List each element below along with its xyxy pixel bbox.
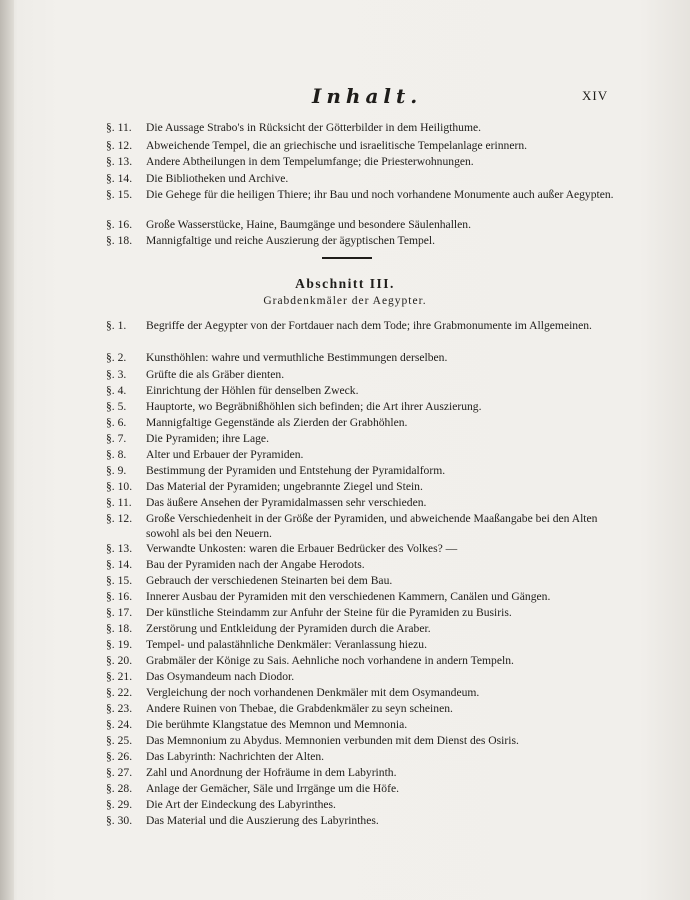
entry-number: §. 9.	[106, 464, 127, 477]
page-title: Inhalt.	[312, 84, 423, 108]
entry-text: Hauptorte, wo Begräbnißhöhlen sich befinden; die Art ihrer Auszierung.	[146, 400, 482, 413]
entry-text: Das Memnonium zu Abydus. Memnonien verbunden mit dem Dienst des Osiris.	[146, 734, 519, 747]
entry-number: §. 11.	[106, 496, 132, 509]
entry-text: Die Aussage Strabo's in Rücksicht der Götterbilder in dem Heiligthume.	[146, 121, 482, 134]
toc-entry	[106, 351, 616, 366]
entry-text: Gebrauch der verschiedenen Steinarten bei dem Bau.	[146, 574, 393, 587]
entry-text: Innerer Ausbau der Pyramiden mit den verschiedenen Kammern, Canälen und Gängen.	[146, 590, 551, 603]
toc-entry	[106, 798, 616, 813]
toc-entry	[106, 638, 616, 653]
entry-number: §. 30.	[106, 814, 133, 827]
toc-entry	[106, 622, 616, 637]
toc-entry	[106, 606, 616, 621]
entry-text: Große Wasserstücke, Haine, Baumgänge und besondere Säulenhallen.	[146, 218, 471, 231]
entry-text: Das Material der Pyramiden; ungebrannte Ziegel und Stein.	[146, 480, 423, 493]
toc-entry	[106, 654, 616, 669]
entry-text: Vergleichung der noch vorhandenen Denkmäler mit dem Osymandeum.	[146, 686, 480, 699]
toc-entry	[106, 448, 616, 463]
entry-number: §. 20.	[106, 654, 133, 667]
toc-entry	[106, 670, 616, 685]
toc-entry	[106, 686, 616, 701]
entry-text: Die berühmte Klangstatue des Memnon und Memnonia.	[146, 718, 408, 731]
entry-number: §. 14.	[106, 172, 133, 185]
toc-entry	[106, 512, 616, 541]
entry-number: §. 29.	[106, 798, 133, 811]
section-subheading: Grabdenkmäler der Aegypter.	[263, 295, 427, 307]
toc-entry	[106, 702, 616, 717]
toc-entry	[106, 368, 616, 383]
entry-text: Mannigfaltige und reiche Auszierung der ägyptischen Tempel.	[146, 234, 436, 247]
toc-entry	[106, 234, 616, 249]
entry-number: §. 3.	[106, 368, 127, 381]
entry-text: Kunsthöhlen: wahre und vermuthliche Bestimmungen derselben.	[146, 351, 448, 364]
entry-text: Andere Abtheilungen in dem Tempelumfange; die Priesterwohnungen.	[146, 155, 474, 168]
entry-text: Das Labyrinth: Nachrichten der Alten.	[146, 750, 325, 763]
entry-text: Der künstliche Steindamm zur Anfuhr der Steine für die Pyramiden zu Busiris.	[146, 606, 512, 619]
entry-number: §. 27.	[106, 766, 133, 779]
entry-number: §. 15.	[106, 574, 133, 587]
entry-text: Tempel- und palastähnliche Denkmäler: Veranlassung hiezu.	[146, 638, 427, 651]
entry-number: §. 4.	[106, 384, 127, 397]
entry-number: §. 18.	[106, 234, 133, 247]
toc-entry	[106, 542, 616, 557]
entry-text: Grüfte die als Gräber dienten.	[146, 368, 285, 381]
entry-number: §. 22.	[106, 686, 133, 699]
entry-number: §. 28.	[106, 782, 133, 795]
entry-text: Die Art der Eindeckung des Labyrinthes.	[146, 798, 336, 811]
entry-number: §. 18.	[106, 622, 133, 635]
toc-entry	[106, 718, 616, 733]
entry-number: §. 5.	[106, 400, 127, 413]
entry-text: Die Bibliotheken und Archive.	[146, 172, 289, 185]
entry-number: §. 13.	[106, 542, 133, 555]
page-number: XIV	[582, 88, 609, 103]
entry-number: §. 14.	[106, 558, 133, 571]
entry-text: Einrichtung der Höhlen für denselben Zweck.	[146, 384, 359, 397]
section-divider	[322, 257, 372, 259]
toc-entry	[106, 218, 616, 233]
toc-entry	[106, 750, 616, 765]
toc-entry	[106, 172, 616, 187]
toc-entry	[106, 464, 616, 479]
entry-number: §. 16.	[106, 218, 133, 231]
entry-text: Das Osymandeum nach Diodor.	[146, 670, 295, 683]
entry-number: §. 24.	[106, 718, 133, 731]
toc-entry	[106, 574, 616, 589]
toc-entry	[106, 480, 616, 495]
toc-entry	[106, 782, 616, 797]
section-heading: Abschnitt III.	[295, 276, 395, 291]
toc-entry	[106, 558, 616, 573]
toc-entry	[106, 319, 616, 334]
entry-number: §. 7.	[106, 432, 127, 445]
entry-number: §. 8.	[106, 448, 127, 461]
entry-number: §. 13.	[106, 155, 133, 168]
entry-number: §. 25.	[106, 734, 133, 747]
toc-entry	[106, 590, 616, 605]
toc-entry	[106, 188, 616, 203]
toc-entry	[106, 432, 616, 447]
toc-entry	[106, 496, 616, 511]
entry-number: §. 17.	[106, 606, 133, 619]
entry-text: Zerstörung und Entkleidung der Pyramiden durch die Araber.	[146, 622, 431, 635]
entry-text: Die Pyramiden; ihre Lage.	[146, 432, 269, 445]
toc-entry	[106, 139, 616, 154]
entry-number: §. 16.	[106, 590, 133, 603]
toc-entry	[106, 121, 616, 136]
entry-number: §. 19.	[106, 638, 133, 651]
toc-entry	[106, 384, 616, 399]
entry-number: §. 15.	[106, 188, 133, 201]
entry-number: §. 12.	[106, 139, 133, 152]
entry-text: Bestimmung der Pyramiden und Entstehung der Pyramidalform.	[146, 464, 446, 477]
entry-text: Anlage der Gemächer, Säle und Irrgänge um die Höfe.	[146, 782, 399, 795]
entry-text: Das Material und die Auszierung des Labyrinthes.	[146, 814, 379, 827]
entry-number: §. 26.	[106, 750, 133, 763]
page-header	[0, 84, 690, 114]
entry-text: Große Verschiedenheit in der Größe der Pyramiden, und abweichende Maaßangabe bei den Alten sowohl als bei den Neuern.	[146, 512, 598, 540]
entry-text: Bau der Pyramiden nach der Angabe Herodots.	[146, 558, 365, 571]
entry-text: Grabmäler der Könige zu Sais. Aehnliche noch vorhandene in andern Tempeln.	[146, 654, 514, 667]
toc-entry	[106, 155, 616, 170]
page-binding-shadow	[0, 0, 14, 900]
toc-entry	[106, 416, 616, 431]
entry-number: §. 21.	[106, 670, 133, 683]
entry-text: Verwandte Unkosten: waren die Erbauer Bedrücker des Volkes? —	[146, 542, 458, 555]
entry-number: §. 1.	[106, 319, 127, 332]
toc-entry	[106, 814, 616, 829]
entry-text: Abweichende Tempel, die an griechische und israelitische Tempelanlage erinnern.	[146, 139, 528, 152]
entry-text: Andere Ruinen von Thebae, die Grabdenkmäler zu seyn scheinen.	[146, 702, 453, 715]
entry-text: Mannigfaltige Gegenstände als Zierden der Grabhöhlen.	[146, 416, 408, 429]
entry-text: Zahl und Anordnung der Hofräume in dem Labyrinth.	[146, 766, 397, 779]
entry-text: Die Gehege für die heiligen Thiere; ihr Bau und noch vorhandene Monumente auch außer Aegypten.	[146, 188, 614, 201]
entry-number: §. 2.	[106, 351, 127, 364]
entry-number: §. 12.	[106, 512, 133, 525]
entry-number: §. 11.	[106, 121, 132, 134]
entry-text: Begriffe der Aegypter von der Fortdauer nach dem Tode; ihre Grabmonumente im Allgemeinen.	[146, 319, 592, 332]
entry-text: Alter und Erbauer der Pyramiden.	[146, 448, 304, 461]
entry-number: §. 23.	[106, 702, 133, 715]
entry-number: §. 10.	[106, 480, 133, 493]
toc-entry	[106, 766, 616, 781]
entry-number: §. 6.	[106, 416, 127, 429]
toc-entry	[106, 734, 616, 749]
entry-text: Das äußere Ansehen der Pyramidalmassen sehr verschieden.	[146, 496, 427, 509]
toc-entry	[106, 400, 616, 415]
